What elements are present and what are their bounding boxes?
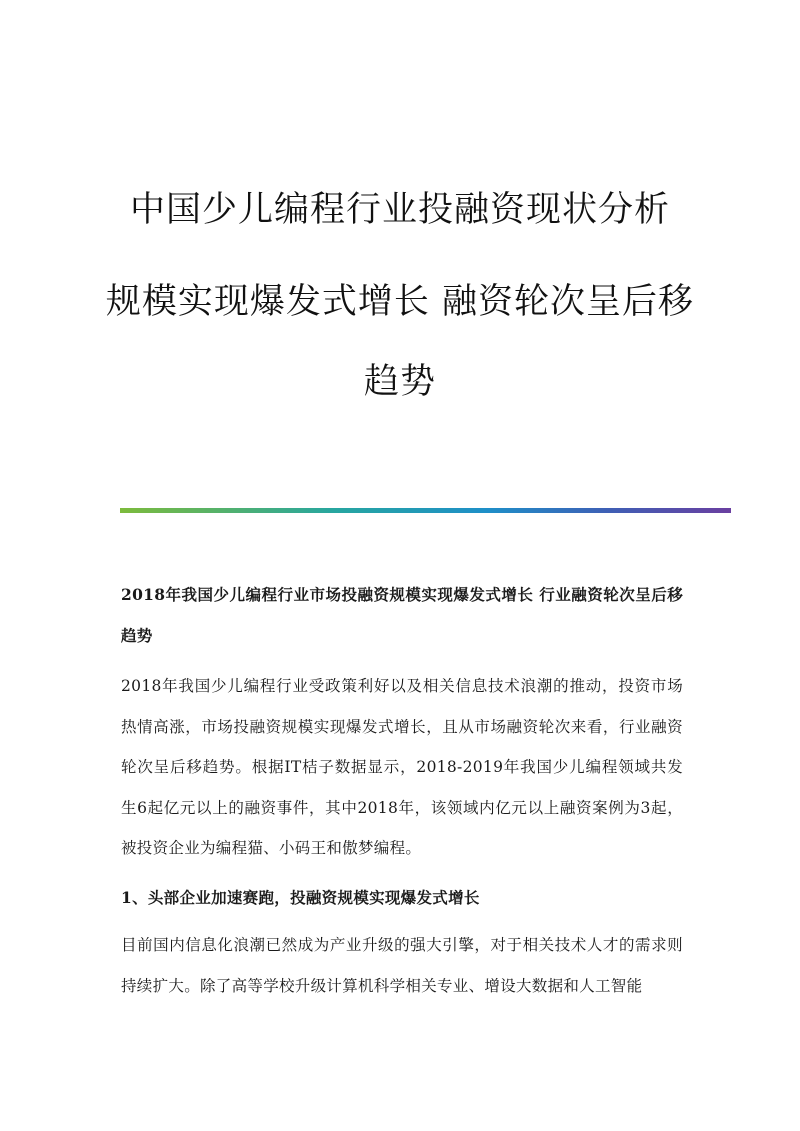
document-title-line-2: 规模实现爆发式增长 融资轮次呈后移: [105, 282, 695, 322]
body-paragraph: 目前国内信息化浪潮已然成为产业升级的强大引擎，对于相关技术人才的需求则持续扩大。除了高等学校升级计算机科学相关专业、增设大数据和人工智能: [121, 936, 683, 995]
document-title-line-1: 中国少儿编程行业投融资现状分析: [129, 190, 670, 230]
body-paragraph: 2018年我国少儿编程行业受政策利好以及相关信息技术浪潮的推动，投资市场热情高涨，市场投融资规模实现爆发式增长，且从市场融资轮次来看，行业融资轮次呈后移趋势。根据IT桔子数据显示，2018-2019年我国少儿编程领域共发生6起亿元以上的融资事件，其中2018年，该领域内亿元以上融资案例为3起，被投资企业为编程猫、小码王和傲梦编程。: [121, 677, 683, 857]
section-heading: 1、头部企业加速赛跑，投融资规模实现爆发式增长: [121, 888, 480, 907]
section-heading: 2018年我国少儿编程行业市场投融资规模实现爆发式增长 行业融资轮次呈后移趋势: [121, 585, 683, 645]
gradient-divider: [120, 508, 731, 513]
document-title-line-3: 趋势: [363, 362, 436, 402]
